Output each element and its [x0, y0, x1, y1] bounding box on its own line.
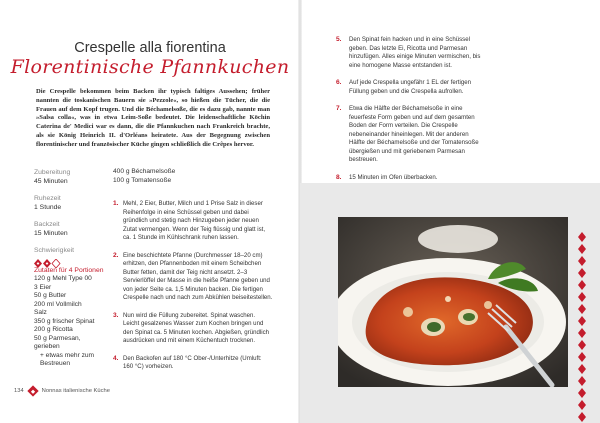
step-3 — [113, 312, 273, 346]
recipe-intro: Die Crespelle bekommen beim Backen ihr typisch faltiges Aussehen; früher nannten die toskanischen Bauern sie »Pezzole«, so hießen die Tücher, die die Frauen auf dem Kopf trugen. Und die Béchamelsoße, die es dazu gab, nannte man »Salsa colla«, was in etwa Leim-Soße bedeutet. Die leidenschaftliche Köchin Caterina de' Medici war es dann, die die Pfannkuchen nach Frankreich brachte, als sie König Heinrich II. d'Orléans heiratete. Aus der Begegnung zwischen florentinischer und französischer Küche gingen schließlich die Crêpes hervor. — [36, 88, 270, 148]
step-text: Den Spinat fein hacken und in eine Schüssel geben. Das letzte Ei, Ricotta und Parmesan hinzufügen. Alles einige Minuten vermischen, bis eine homogene Masse entstanden ist. — [349, 36, 481, 69]
rest-time-value: 1 Stunde — [34, 204, 62, 211]
list-item: 100 g Tomatensoße — [113, 176, 172, 184]
list-item: + etwas mehr zum — [40, 351, 95, 359]
page-number: 134 — [14, 388, 24, 394]
step-text: Mehl, 2 Eier, Butter, Milch und 1 Prise Salz in dieser Reihenfolge in eine Schüssel geben und dabei gründlich und stetig nach Hinzugeben jeder neuen Zutat vermengen. Wenn der Teig flüssig und glatt ist, ca. 1 Stunde im Kühlschrank ruhen lassen. — [123, 200, 266, 242]
step-2 — [113, 252, 273, 303]
step-5 — [336, 36, 482, 70]
difficulty-label: Schwierigkeit — [34, 247, 75, 254]
recipe-meta-sidebar — [34, 168, 106, 369]
step-number: 6. — [336, 79, 342, 86]
ingredients-list — [34, 275, 106, 369]
instructions-continued — [336, 36, 482, 191]
bake-time-label: Backzeit — [34, 221, 60, 228]
step-text: Den Backofen auf 180 °C Ober-/Unterhitze (Umluft: 160 °C) vorheizen. — [123, 354, 262, 371]
bake-time-value: 15 Minuten — [34, 230, 68, 237]
list-item: 400 g Béchamelsoße — [113, 168, 176, 175]
step-7 — [336, 105, 482, 165]
step-number: 1. — [113, 200, 119, 208]
step-number: 2. — [113, 251, 119, 259]
decorative-border-icon — [578, 232, 586, 422]
list-item: 50 g Parmesan, gerieben — [34, 334, 81, 350]
list-item: Salz — [34, 309, 47, 316]
step-text: Eine beschichtete Pfanne (Durchmesser 18–20 cm) erhitzen, den Pfannenboden mit einem Scheibchen Butter fetten, damit der Teig nicht ansetzt. 2–3 Servierlöffel der Masse in die heiße Pfanne geben und von jeder Seite ca. 1,5 Minuten backen. Die fertigen Crespelle nach und nach zum Abkühlen beiseitestellen. — [123, 251, 273, 302]
extra-ingredients-list — [113, 168, 273, 185]
recipe-title: Crespelle alla fiorentina — [74, 40, 226, 56]
prep-time-value: 45 Minuten — [34, 178, 68, 185]
step-number: 5. — [336, 36, 342, 43]
recipe-subtitle: Florentinische Pfannkuchen — [10, 56, 290, 78]
rest-time-label: Ruhezeit — [34, 195, 61, 202]
ingredients-heading: Zutaten für 4 Portionen — [34, 267, 104, 274]
step-number: 8. — [336, 173, 342, 181]
diamond-ornament-icon — [27, 385, 38, 396]
step-8 — [336, 174, 482, 183]
list-item: Bestreuen — [40, 360, 71, 367]
step-text: 15 Minuten im Ofen überbacken. — [349, 173, 438, 181]
book-title: Nonnas italienische Küche — [41, 388, 110, 394]
step-number: 7. — [336, 105, 342, 112]
crespelle — [366, 277, 533, 365]
step-number: 4. — [113, 354, 119, 362]
step-6 — [336, 79, 482, 96]
page-footer — [14, 387, 110, 395]
step-text: Auf jede Crespella ungefähr 1 EL der fertigen Füllung geben und die Crespella aufrollen. — [349, 79, 472, 95]
list-item: 120 g Mehl Type 00 — [34, 275, 92, 282]
prep-time-label: Zubereitung — [34, 169, 71, 176]
dish-illustration — [338, 217, 568, 387]
list-item: 350 g frischer Spinat — [34, 317, 95, 325]
instructions-column — [113, 168, 273, 381]
list-item: 50 g Butter — [34, 292, 67, 299]
step-text: Etwa die Hälfte der Béchamelsoße in eine feuerfeste Form geben und auf dem gesamten Boden der Form verteilen. Die Crespelle nebeneinander hineinlegen. Mit der anderen Hälfte der Béchamelsoße und der Tomatensoße übergießen und mit geriebenem Parmesan bestreuen. — [349, 105, 479, 163]
difficulty-rating — [34, 255, 106, 265]
list-item: 3 Eier — [34, 283, 52, 291]
step-number: 3. — [113, 311, 119, 319]
step-text: Nun wird die Füllung zubereitet. Spinat waschen. Leicht gesalzenes Wasser zum Kochen bringen und den Spinat ca. 5 Minuten kochen. Abgießen, gründlich ausdrücken und mit einem Küchentuch trocknen. — [123, 311, 270, 345]
dish-photo — [338, 217, 568, 387]
step-1 — [113, 200, 273, 243]
list-item: 200 ml Vollmilch — [34, 300, 82, 308]
step-4 — [113, 355, 273, 372]
list-item: 200 g Ricotta — [34, 326, 73, 333]
